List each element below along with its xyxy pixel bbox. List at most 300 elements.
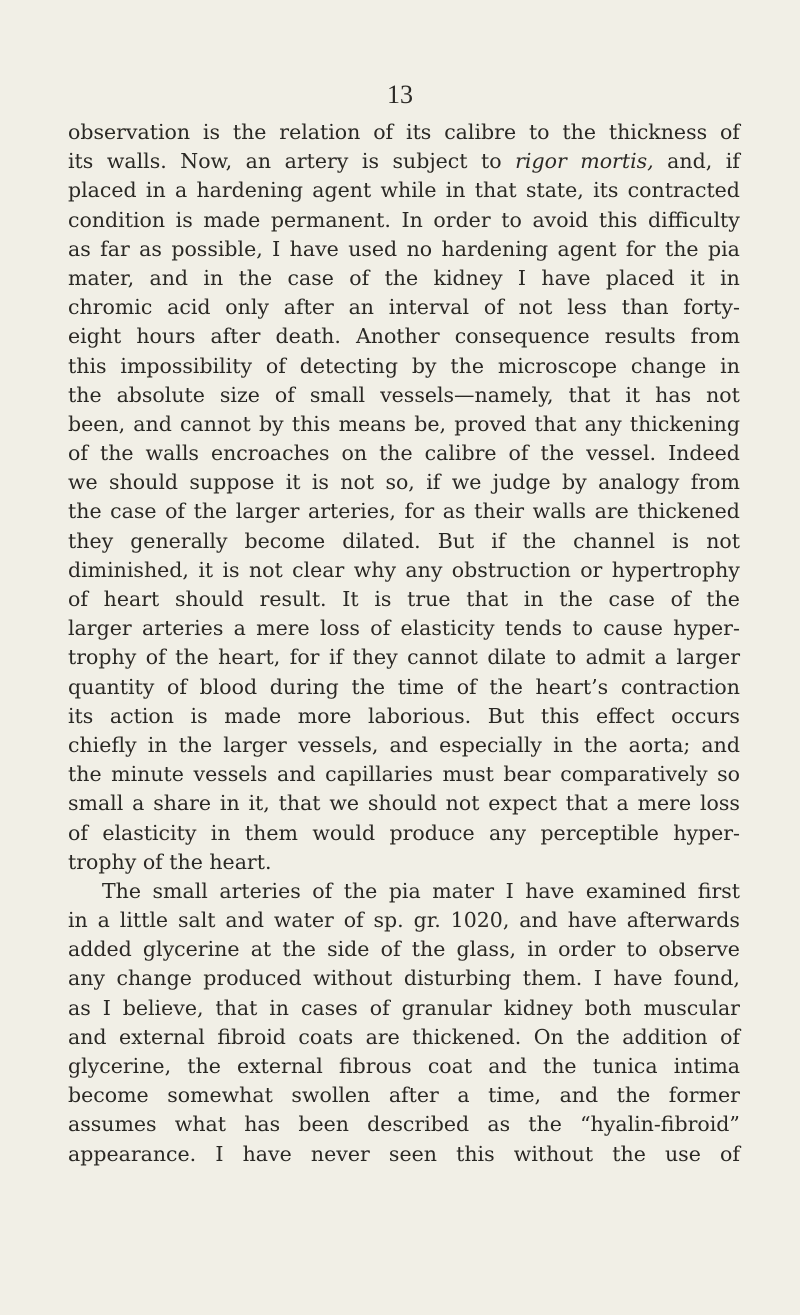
word: tends <box>504 616 563 641</box>
word: suppose <box>189 470 275 495</box>
text-line <box>68 439 740 468</box>
word: cannot <box>407 645 478 670</box>
word: hypertrophy <box>611 557 740 582</box>
text-line <box>68 293 740 322</box>
word: heart <box>103 587 160 611</box>
word: case <box>287 265 334 290</box>
word: disturbing <box>403 966 512 991</box>
word: of <box>456 674 477 699</box>
word: that <box>534 411 577 436</box>
word: observation <box>68 120 191 144</box>
word: I <box>102 995 111 1020</box>
word: the <box>343 878 378 903</box>
word: larger <box>223 732 287 757</box>
word: detecting <box>299 353 398 378</box>
word: walls <box>532 499 587 524</box>
word: I <box>517 265 527 290</box>
word: have <box>541 265 591 290</box>
word: the <box>99 441 134 466</box>
word: the <box>559 587 593 611</box>
word: the <box>706 587 740 611</box>
word: perceptible <box>540 820 659 845</box>
word: action <box>109 703 174 728</box>
word: and <box>149 265 189 290</box>
word: be, <box>414 411 447 436</box>
word: the <box>664 236 699 261</box>
word: use <box>664 1141 701 1166</box>
word: any <box>584 411 622 436</box>
word: not <box>706 528 740 553</box>
word: at <box>250 937 272 962</box>
word: not <box>445 791 480 816</box>
word: without <box>513 1141 594 1166</box>
word: arteries, <box>307 499 396 524</box>
word: mater, <box>68 265 135 290</box>
word: a <box>616 791 629 816</box>
word: for <box>625 236 656 261</box>
text-line <box>68 585 740 614</box>
word: made <box>224 703 282 728</box>
text-line <box>68 381 740 410</box>
word: found, <box>673 966 740 991</box>
text-line <box>68 352 740 381</box>
word: that <box>568 382 611 407</box>
word: side <box>327 937 370 962</box>
word: of <box>274 382 295 407</box>
word: by <box>258 411 284 436</box>
word: the <box>542 1054 577 1078</box>
word: is <box>190 703 208 728</box>
word: its <box>68 703 94 728</box>
word: more <box>297 703 352 728</box>
text-line <box>68 147 740 176</box>
word: of <box>165 499 186 524</box>
word: encroaches <box>210 441 330 466</box>
word: a <box>654 645 667 670</box>
word: elasticity <box>400 616 495 641</box>
word: have <box>525 878 575 903</box>
word: during <box>269 674 339 699</box>
text-line <box>68 322 740 351</box>
word: interval <box>388 295 470 320</box>
word: to <box>626 937 648 962</box>
text-line <box>68 906 740 935</box>
word: as <box>68 995 91 1020</box>
word: the <box>238 265 273 290</box>
word: the <box>193 499 228 524</box>
word: this <box>291 411 331 436</box>
word: as <box>487 1112 511 1137</box>
word: dilate <box>487 645 547 670</box>
word: if <box>491 528 506 553</box>
word: obstruction <box>451 557 571 582</box>
word: analogy <box>598 470 680 495</box>
word: assumes <box>68 1112 157 1137</box>
text-line <box>68 643 740 672</box>
word: should <box>367 791 437 816</box>
word: generally <box>130 528 228 553</box>
text-line <box>68 935 740 964</box>
word: its <box>593 178 619 203</box>
word: of <box>380 937 401 962</box>
word: condition <box>68 207 166 232</box>
word: a <box>457 1083 470 1108</box>
word: In <box>401 207 423 232</box>
word: bear <box>503 762 551 787</box>
word: the <box>68 382 102 407</box>
word: eight <box>68 324 122 349</box>
word: after <box>283 295 334 320</box>
word: true <box>407 587 451 611</box>
word: time <box>397 674 445 699</box>
word: time, <box>488 1083 542 1108</box>
word: contracted <box>627 178 740 203</box>
word: glass, <box>456 937 516 962</box>
word: the <box>282 937 316 962</box>
word: produce <box>389 820 475 845</box>
word: of <box>343 908 364 933</box>
word: that <box>565 791 608 816</box>
word: pia <box>707 236 740 261</box>
word: diminished, <box>68 557 189 582</box>
word: of <box>349 265 370 290</box>
word: Another <box>355 324 440 349</box>
word: have <box>567 908 617 933</box>
text-line <box>68 994 740 1023</box>
word: thickened <box>637 499 740 524</box>
word: have <box>613 966 663 991</box>
word: sp. <box>373 908 404 933</box>
word: chromic <box>68 295 153 320</box>
word: on <box>341 441 368 466</box>
word: not <box>706 382 740 407</box>
word: if <box>426 470 441 495</box>
word: first <box>697 878 740 903</box>
word: the <box>379 441 413 466</box>
word: no <box>406 236 433 261</box>
text-line <box>68 468 740 497</box>
word: a <box>233 616 246 641</box>
word: them. <box>522 966 583 991</box>
word: and <box>559 1083 599 1108</box>
word: in <box>269 995 290 1020</box>
word: any <box>68 966 106 991</box>
word: to <box>481 149 502 174</box>
word: minute <box>111 762 184 787</box>
word: it <box>285 470 301 495</box>
word: as <box>139 236 162 261</box>
body-text <box>68 118 740 1169</box>
word: case <box>608 587 655 611</box>
word: have <box>242 1141 292 1166</box>
word: not <box>248 557 283 582</box>
word: added <box>68 937 132 962</box>
word: mere <box>256 616 310 641</box>
word: been, <box>68 411 126 436</box>
word: vessels—namely, <box>380 382 554 407</box>
text-line <box>68 964 740 993</box>
word: fibroid <box>217 1024 286 1049</box>
word: a <box>97 908 110 933</box>
word: thickness <box>608 120 708 144</box>
word: made <box>203 207 261 232</box>
word: would <box>312 820 376 845</box>
word: somewhat <box>167 1083 273 1108</box>
word: the <box>450 353 484 378</box>
word: the <box>175 645 209 670</box>
text-line <box>68 789 740 818</box>
word: this <box>540 703 580 728</box>
word: coat <box>427 1054 473 1078</box>
word: larger <box>235 499 300 524</box>
word: I <box>215 1141 224 1166</box>
word: they <box>68 528 114 553</box>
word: But <box>437 528 475 553</box>
word: only <box>225 295 269 320</box>
word: never <box>310 1141 370 1166</box>
word: heart, <box>218 645 281 670</box>
word: relation <box>279 120 361 144</box>
word: comparatively <box>560 762 708 787</box>
word: expect <box>488 791 557 816</box>
word: Indeed <box>668 441 740 466</box>
word: I <box>593 966 602 991</box>
word: their <box>474 499 525 524</box>
word: of <box>508 441 529 466</box>
word: this <box>598 207 638 232</box>
word: results <box>604 324 676 349</box>
word: after <box>210 324 261 349</box>
word: and <box>488 1054 527 1078</box>
word: of <box>670 587 691 611</box>
word: cases <box>300 995 358 1020</box>
word: believe, <box>122 995 204 1020</box>
word: is <box>311 470 329 495</box>
word: aorta; <box>628 732 691 757</box>
word: 1020, <box>450 908 510 933</box>
word: the <box>187 1054 221 1078</box>
word: it, <box>248 791 270 816</box>
word: calibre <box>424 441 497 466</box>
word: in <box>203 265 224 290</box>
word: in <box>553 732 573 757</box>
word: while <box>380 178 437 203</box>
word: placed <box>605 265 675 290</box>
word: in <box>720 353 740 378</box>
word: and <box>133 411 172 436</box>
word: in <box>147 732 168 757</box>
word: larger <box>676 645 740 670</box>
word: for <box>289 645 320 670</box>
word: external <box>119 1024 205 1049</box>
word: the <box>583 732 618 757</box>
word: in <box>445 178 466 203</box>
word: and <box>389 732 429 757</box>
word: order <box>433 207 491 232</box>
page-number: 13 <box>387 80 413 109</box>
word: of <box>720 1141 740 1166</box>
word: is <box>222 557 240 582</box>
word: contraction <box>620 674 740 699</box>
word: muscular <box>643 995 740 1020</box>
word: arteries <box>141 616 224 641</box>
text-line <box>68 1140 740 1169</box>
word: artery <box>284 149 349 174</box>
word: the <box>411 937 446 962</box>
word: small <box>152 878 208 903</box>
word: chiefly <box>68 732 137 757</box>
word: rigor <box>515 149 567 174</box>
word: The <box>102 878 142 903</box>
word: cause <box>603 616 663 641</box>
word: impossibility <box>120 353 253 378</box>
word: of <box>68 587 88 611</box>
word: why <box>353 557 397 582</box>
word: of <box>369 995 390 1020</box>
word: them <box>244 820 298 845</box>
word: is <box>374 587 392 611</box>
word: should <box>109 470 178 495</box>
word: become <box>68 1083 149 1108</box>
word: microscope <box>497 353 618 378</box>
word: occurs <box>671 703 740 728</box>
word: elasticity <box>102 820 197 845</box>
word: agent <box>312 178 372 203</box>
word: of <box>370 616 391 641</box>
word: loss <box>319 616 360 641</box>
word: this <box>68 353 107 378</box>
word: that <box>474 178 517 203</box>
word: should <box>174 587 244 611</box>
word: heart’s <box>535 674 609 699</box>
word: change <box>116 966 192 991</box>
word: kidney <box>433 265 503 290</box>
word: the <box>169 849 210 874</box>
text-line <box>68 673 740 702</box>
word: any <box>489 820 527 845</box>
word: effect <box>595 703 655 728</box>
word: it <box>625 382 641 407</box>
word: in <box>210 820 231 845</box>
word: the <box>68 762 102 787</box>
word: so <box>717 762 740 787</box>
word: far <box>100 236 130 261</box>
word: vessels <box>193 762 268 787</box>
word: hardening <box>196 178 304 203</box>
word: glycerine, <box>68 1054 172 1078</box>
word: the <box>576 1024 610 1049</box>
text-line <box>68 118 740 147</box>
word: vessels, <box>297 732 379 757</box>
word: and <box>701 732 740 757</box>
word: an <box>245 149 272 174</box>
word: capillaries <box>325 762 433 787</box>
word: On <box>533 1024 564 1049</box>
word: and, <box>667 149 713 174</box>
word: they <box>352 645 398 670</box>
word: calibre <box>444 120 517 144</box>
word: hours <box>136 324 196 349</box>
word: kidney <box>503 995 573 1020</box>
word: fibrous <box>338 1054 412 1078</box>
word: of <box>720 1024 740 1049</box>
word: share <box>153 791 212 816</box>
word: of <box>312 878 333 903</box>
word: in <box>527 937 547 962</box>
word: of <box>68 820 88 845</box>
word: trophy <box>68 645 137 670</box>
text-line <box>68 176 740 205</box>
word: change <box>630 353 707 378</box>
word: used <box>348 236 398 261</box>
word: of <box>483 295 504 320</box>
word: walls <box>145 441 199 466</box>
word: is <box>202 120 220 144</box>
word: the <box>528 1112 562 1137</box>
word: in <box>145 178 166 203</box>
word: seen <box>388 1141 437 1166</box>
word: is <box>175 207 193 232</box>
word: the <box>562 120 596 144</box>
word: the <box>351 674 386 699</box>
word: that <box>215 995 258 1020</box>
word: and <box>225 908 264 933</box>
word: trophy <box>68 849 143 874</box>
word: by <box>562 470 587 495</box>
word: become <box>244 528 326 553</box>
word: especially <box>439 732 543 757</box>
word: means <box>338 411 407 436</box>
word: than <box>621 295 669 320</box>
word: has <box>244 1112 281 1137</box>
word: after <box>388 1083 439 1108</box>
text-line <box>68 819 740 848</box>
text-line <box>68 527 740 556</box>
text-line <box>68 1110 740 1139</box>
word: pia <box>388 878 421 903</box>
word: absolute <box>116 382 205 407</box>
word: the <box>522 528 557 553</box>
word: less <box>567 295 607 320</box>
word: the <box>612 1141 646 1166</box>
word: from <box>690 324 740 349</box>
word: coats <box>298 1024 354 1049</box>
word: small <box>68 791 124 816</box>
word: any <box>405 557 443 582</box>
word: death. <box>275 324 341 349</box>
word: produced <box>203 966 302 991</box>
word: what <box>174 1112 226 1137</box>
word: blood <box>199 674 258 699</box>
word: to <box>572 616 593 641</box>
text-line <box>68 731 740 760</box>
word: order <box>558 937 616 962</box>
word: has <box>655 382 692 407</box>
word: addition <box>622 1024 708 1049</box>
word: the <box>540 441 575 466</box>
word: salt <box>177 908 216 933</box>
word: is <box>361 149 379 174</box>
word: external <box>236 1054 323 1078</box>
text-line <box>68 877 740 906</box>
word: a <box>174 178 188 203</box>
word: small <box>309 382 366 407</box>
text-line <box>68 1023 740 1052</box>
word: permanent. <box>270 207 391 232</box>
word: admit <box>585 645 646 670</box>
word: hyper- <box>673 616 740 641</box>
word: if <box>725 149 740 174</box>
